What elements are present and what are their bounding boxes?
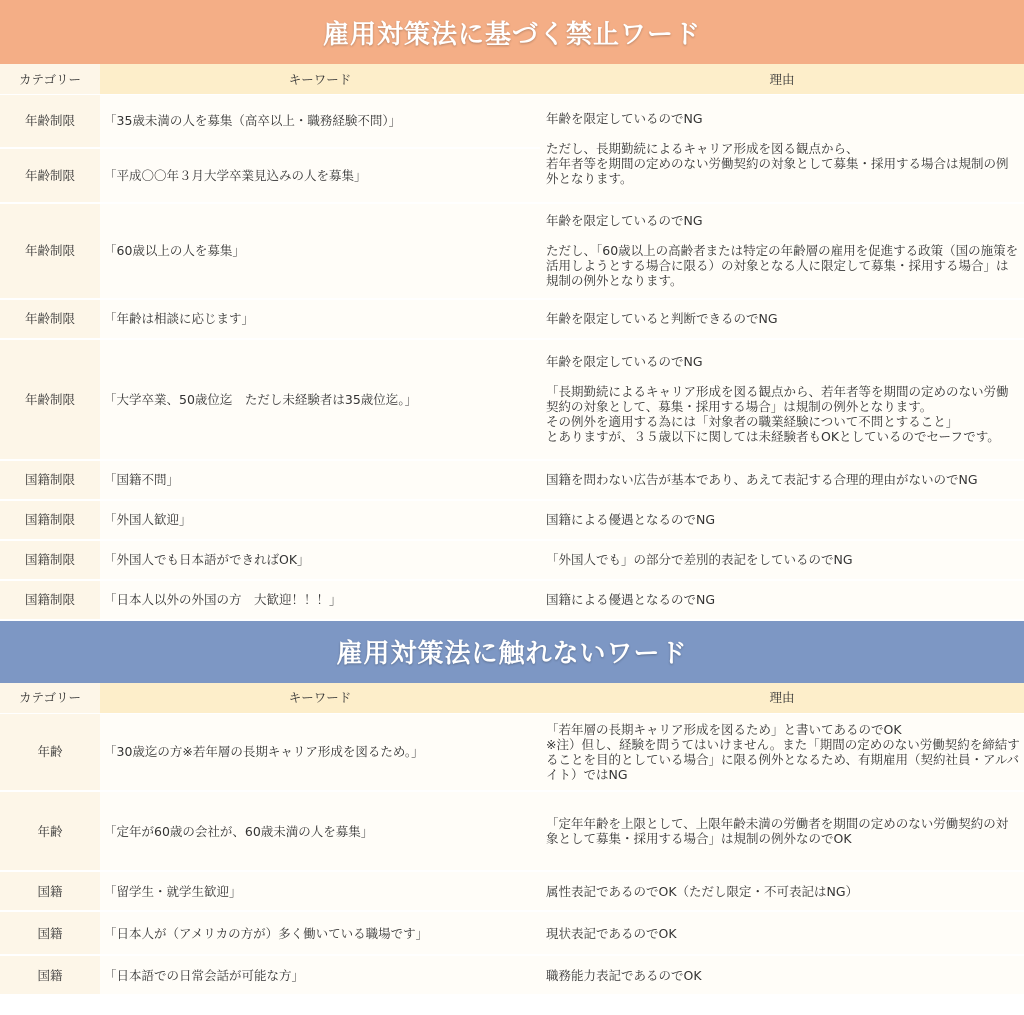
table-row bbox=[0, 95, 1024, 148]
row-reason: 年齢を限定していると判断できるのでNG bbox=[540, 299, 1024, 339]
row-reason: 「若年層の長期キャリア形成を図るため」と書いてあるのでOK ※注）但し、経験を問うてはいけません。また「期間の定めのない労働契約を締結することを目的としている場合」に限る例外となるため、有期雇用（契約社員・アルバイト）ではNG bbox=[540, 713, 1024, 791]
row-reason: 現状表記であるのでOK bbox=[540, 911, 1024, 955]
row-reason: 年齢を限定しているのでNG ただし、「60歳以上の高齢者または特定の年齢層の雇用を促進する政策（国の施策を活用しようとする場合に限る）の対象となる人に限定して募集・採用する場合」は規制の例外となります。 bbox=[540, 203, 1024, 299]
row-keyword: 「外国人歓迎」 bbox=[100, 500, 540, 540]
section1-banner bbox=[0, 0, 1024, 64]
row-keyword: 「留学生・就学生歓迎」 bbox=[100, 871, 540, 911]
table-row bbox=[0, 580, 1024, 620]
table-header-row bbox=[0, 683, 1024, 714]
table-row bbox=[0, 871, 1024, 911]
row-reason: 職務能力表記であるのでOK bbox=[540, 955, 1024, 995]
row-keyword: 「日本人が（アメリカの方が）多く働いている職場です」 bbox=[100, 911, 540, 955]
row-reason: 国籍による優遇となるのでNG bbox=[540, 580, 1024, 620]
row-reason: 年齢を限定しているのでNG ただし、長期勤続によるキャリア形成を図る観点から、 若年者等を期間の定めのない労働契約の対象として募集・採用する場合は規制の例外となります。 bbox=[540, 95, 1024, 203]
table-row bbox=[0, 339, 1024, 460]
header-reason: 理由 bbox=[540, 683, 1024, 714]
row-keyword: 「平成〇〇年３月大学卒業見込みの人を募集」 bbox=[100, 148, 540, 203]
header-keyword: キーワード bbox=[100, 64, 540, 95]
table-row bbox=[0, 713, 1024, 791]
row-category: 国籍 bbox=[0, 955, 100, 995]
row-reason: 年齢を限定しているのでNG 「長期勤続によるキャリア形成を図る観点から、若年者等を期間の定めのない労働契約の対象として、募集・採用する場合」は規制の例外となります。 その例外を適用する為には「対象者の職業経験について不問とすること」 とありますが、３５歳以下に関しては未経験者もOKとしているのでセーフです。 bbox=[540, 339, 1024, 460]
allowed-words-table bbox=[0, 683, 1024, 997]
row-keyword: 「30歳迄の方※若年層の長期キャリア形成を図るため。」 bbox=[100, 713, 540, 791]
row-keyword: 「定年が60歳の会社が、60歳未満の人を募集」 bbox=[100, 791, 540, 871]
row-category: 年齢制限 bbox=[0, 95, 100, 148]
row-keyword: 「国籍不問」 bbox=[100, 460, 540, 500]
row-category: 国籍 bbox=[0, 871, 100, 911]
table-row bbox=[0, 540, 1024, 580]
row-category: 年齢 bbox=[0, 791, 100, 871]
row-category: 年齢制限 bbox=[0, 203, 100, 299]
header-keyword: キーワード bbox=[100, 683, 540, 714]
section2-banner bbox=[0, 621, 1024, 683]
header-category: カテゴリー bbox=[0, 683, 100, 714]
row-keyword: 「60歳以上の人を募集」 bbox=[100, 203, 540, 299]
header-reason: 理由 bbox=[540, 64, 1024, 95]
header-category: カテゴリー bbox=[0, 64, 100, 95]
table-row bbox=[0, 299, 1024, 339]
row-keyword: 「日本人以外の外国の方 大歓迎！！！」 bbox=[100, 580, 540, 620]
row-reason: 国籍による優遇となるのでNG bbox=[540, 500, 1024, 540]
table-row bbox=[0, 500, 1024, 540]
table-row bbox=[0, 955, 1024, 995]
row-keyword: 「大学卒業、50歳位迄 ただし未経験者は35歳位迄。」 bbox=[100, 339, 540, 460]
row-category: 国籍 bbox=[0, 911, 100, 955]
row-category: 国籍制限 bbox=[0, 500, 100, 540]
row-category: 年齢制限 bbox=[0, 148, 100, 203]
prohibited-words-table bbox=[0, 64, 1024, 621]
row-keyword: 「外国人でも日本語ができればOK」 bbox=[100, 540, 540, 580]
row-keyword: 「年齢は相談に応じます」 bbox=[100, 299, 540, 339]
table-row bbox=[0, 911, 1024, 955]
row-category: 年齢制限 bbox=[0, 299, 100, 339]
table-header-row bbox=[0, 64, 1024, 95]
row-category: 国籍制限 bbox=[0, 460, 100, 500]
section2-title: 雇用対策法に触れないワード bbox=[336, 639, 688, 669]
section1-title: 雇用対策法に基づく禁止ワード bbox=[322, 19, 701, 50]
table-row bbox=[0, 460, 1024, 500]
row-category: 年齢 bbox=[0, 713, 100, 791]
table-row bbox=[0, 203, 1024, 299]
row-category: 年齢制限 bbox=[0, 339, 100, 460]
row-reason: 「定年年齢を上限として、上限年齢未満の労働者を期間の定めのない労働契約の対象として募集・採用する場合」は規制の例外なのでOK bbox=[540, 791, 1024, 871]
row-keyword: 「35歳未満の人を募集（高卒以上・職務経験不問）」 bbox=[100, 95, 540, 148]
row-reason: 「外国人でも」の部分で差別的表記をしているのでNG bbox=[540, 540, 1024, 580]
row-keyword: 「日本語での日常会話が可能な方」 bbox=[100, 955, 540, 995]
row-category: 国籍制限 bbox=[0, 540, 100, 580]
row-reason: 国籍を問わない広告が基本であり、あえて表記する合理的理由がないのでNG bbox=[540, 460, 1024, 500]
table-row bbox=[0, 791, 1024, 871]
row-reason: 属性表記であるのでOK（ただし限定・不可表記はNG） bbox=[540, 871, 1024, 911]
row-category: 国籍制限 bbox=[0, 580, 100, 620]
